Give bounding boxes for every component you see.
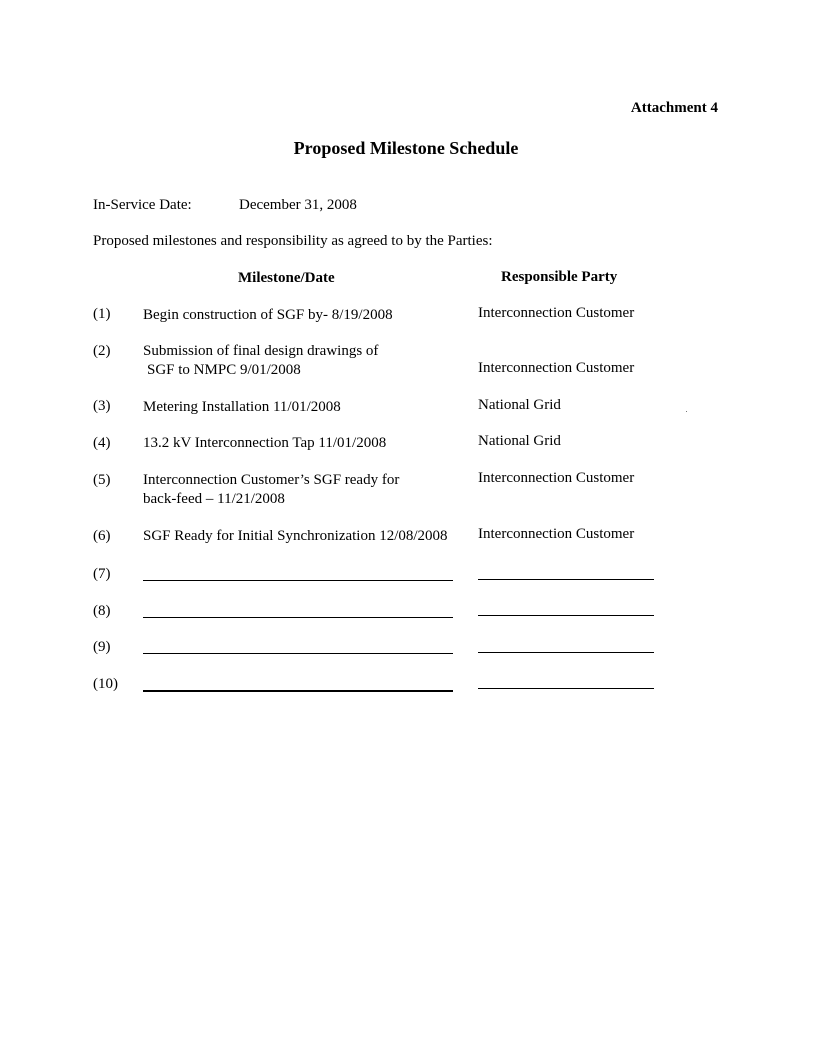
responsible-party: National Grid <box>478 433 561 449</box>
responsible-party: National Grid <box>478 397 561 413</box>
milestone-description-continued: SGF to NMPC 9/01/2008 <box>147 362 301 378</box>
responsible-party: Interconnection Customer <box>478 305 635 321</box>
row-number: (4) <box>93 435 111 451</box>
row-number: (1) <box>93 306 111 322</box>
row-number: (10) <box>93 676 118 692</box>
row-number: (2) <box>93 343 111 359</box>
row-number: (9) <box>93 639 111 655</box>
row-number: (7) <box>93 566 111 582</box>
milestone-description: Metering Installation 11/01/2008 <box>143 399 341 415</box>
responsible-party: Interconnection Customer <box>478 360 635 376</box>
milestone-description: 13.2 kV Interconnection Tap 11/01/2008 <box>143 435 387 451</box>
intro-text: Proposed milestones and responsibility as agreed to by the Parties: <box>93 233 493 249</box>
page-title: Proposed Milestone Schedule <box>293 138 519 158</box>
milestone-blank-line <box>143 653 453 654</box>
responsible-party: Interconnection Customer <box>478 526 635 542</box>
attachment-label: Attachment 4 <box>630 100 718 116</box>
party-blank-line <box>478 579 654 580</box>
milestone-column-header: Milestone/Date <box>238 270 335 286</box>
milestone-description: Submission of final design drawings of <box>143 343 379 359</box>
milestone-description: Interconnection Customer’s SGF ready for <box>143 472 400 488</box>
milestone-blank-line <box>143 690 453 692</box>
scan-speck <box>686 411 687 412</box>
party-blank-line <box>478 615 654 616</box>
in-service-date-label: In-Service Date: <box>93 197 192 213</box>
row-number: (5) <box>93 472 111 488</box>
milestone-description: Begin construction of SGF by- 8/19/2008 <box>143 307 393 323</box>
milestone-blank-line <box>143 580 453 581</box>
milestone-description-continued: back-feed – 11/21/2008 <box>143 491 285 507</box>
milestone-blank-line <box>143 617 453 618</box>
in-service-date-value: December 31, 2008 <box>239 197 357 213</box>
row-number: (8) <box>93 603 111 619</box>
row-number: (6) <box>93 528 111 544</box>
party-blank-line <box>478 688 654 689</box>
milestone-description: SGF Ready for Initial Synchronization 12/08/2008 <box>143 528 448 544</box>
responsible-party-column-header: Responsible Party <box>501 269 618 285</box>
row-number: (3) <box>93 398 111 414</box>
responsible-party: Interconnection Customer <box>478 470 635 486</box>
party-blank-line <box>478 652 654 653</box>
